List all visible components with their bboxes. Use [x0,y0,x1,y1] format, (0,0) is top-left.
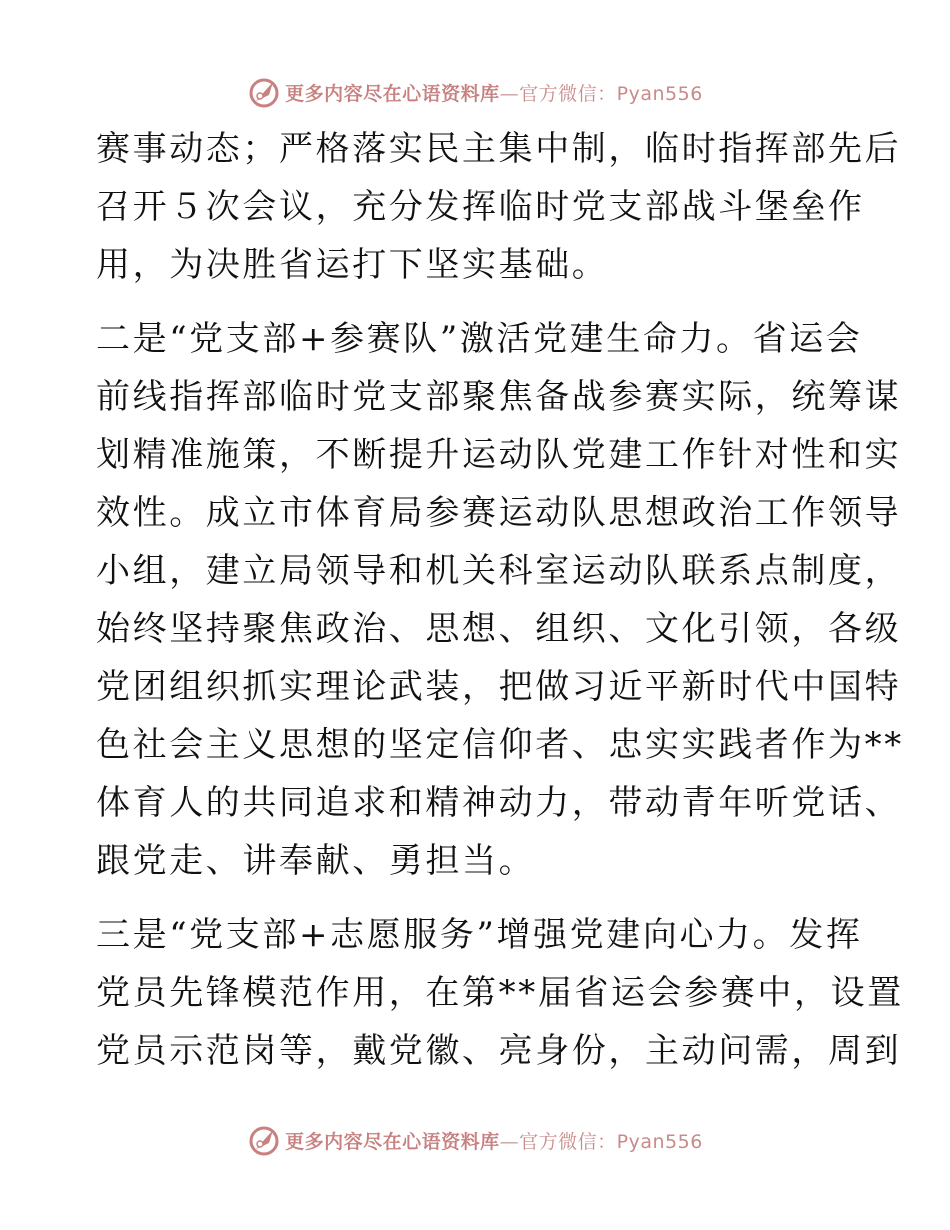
text-line: 党团组织抓实理论武装，把做习近平新时代中国特 [96,667,902,707]
watermark-brand: 更多内容尽在心语资料库 [285,1130,500,1153]
header-watermark [0,72,950,112]
text-line: 党员先锋模范作用，在第**届省运会参赛中，设置 [96,973,904,1013]
quill-logo-icon [247,1123,281,1157]
text-line: 前线指挥部临时党支部聚焦备战参赛实际，统筹谋 [96,377,902,417]
text-line: 三是“党支部+志愿服务”增强党建向心力。发挥 [96,915,863,955]
text-line: 跟党走、讲奉献、勇担当。 [96,841,536,881]
paragraph-1 [96,120,902,294]
document-body [96,120,904,1080]
text-line: 召开５次会议，充分发挥临时党支部战斗堡垒作 [96,187,865,227]
text-line: 体育人的共同追求和精神动力，带动青年听党话、 [96,783,902,823]
text-line: 党员示范岗等，戴党徽、亮身份，主动问需，周到 [96,1031,902,1071]
quill-logo-icon [247,75,281,109]
watermark-dash: — [499,1130,520,1153]
text-line: 划精准施策，不断提升运动队党建工作针对性和实 [96,435,902,475]
text-line: 始终坚持聚焦政治、思想、组织、文化引领，各级 [96,609,902,649]
watermark-suffix: 官方微信：Pyan556 [519,1130,703,1153]
watermark-brand: 更多内容尽在心语资料库 [285,82,500,105]
text-line: 赛事动态；严格落实民主集中制，临时指挥部先后 [96,129,902,169]
watermark-dash: — [499,82,520,105]
text-line: 用，为决胜省运打下坚实基础。 [96,245,609,285]
paragraph-2 [96,310,904,890]
text-line: 色社会主义思想的坚定信仰者、忠实实践者作为** [96,725,904,765]
watermark-suffix: 官方微信：Pyan556 [519,82,703,105]
paragraph-3 [96,906,904,1080]
text-line: 效性。成立市体育局参赛运动队思想政治工作领导 [96,493,902,533]
text-line: 小组，建立局领导和机关科室运动队联系点制度， [96,551,902,591]
watermark-text [285,79,703,106]
text-line: 二是“党支部+参赛队”激活党建生命力。省运会 [96,319,863,359]
watermark-text [285,1127,703,1154]
footer-watermark [0,1120,950,1160]
